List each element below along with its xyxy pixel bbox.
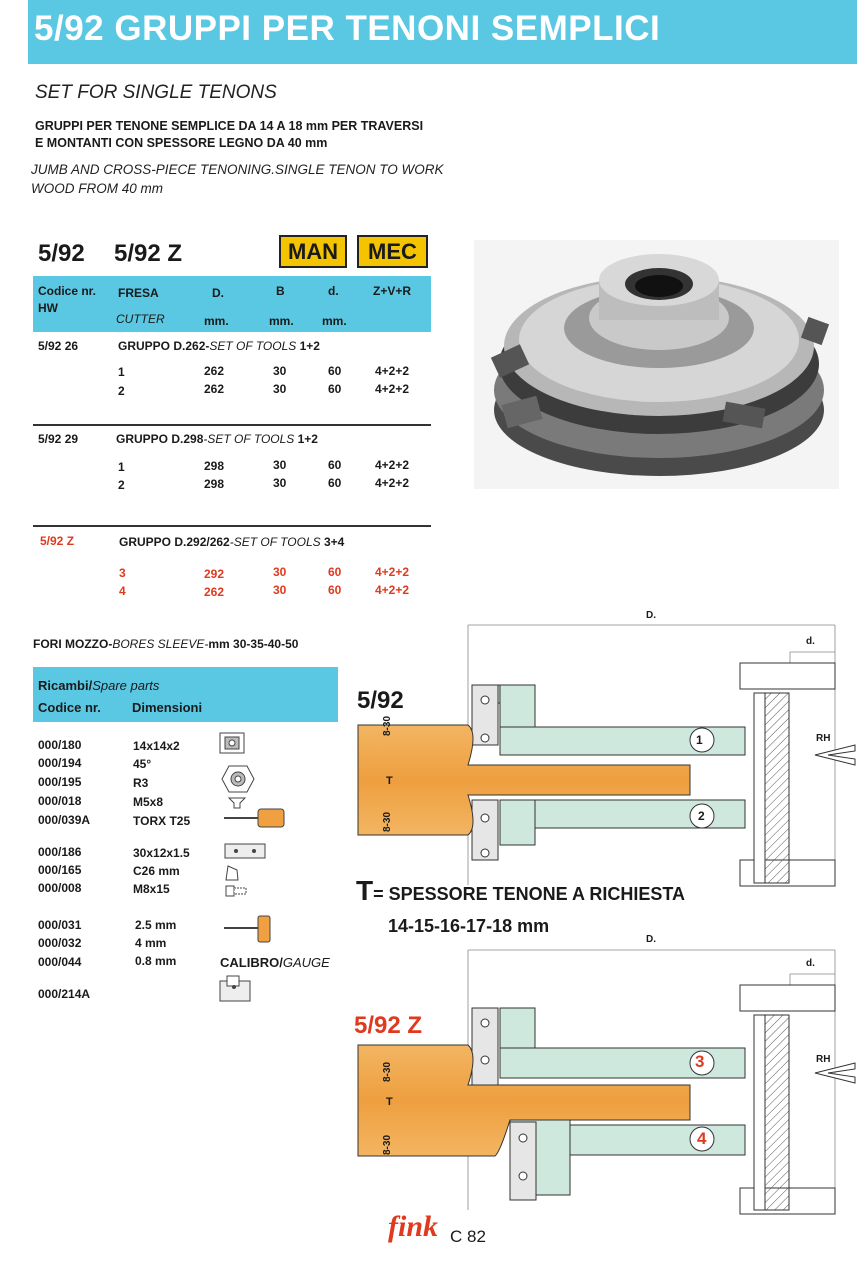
th-codice: Codice nr. xyxy=(38,284,97,298)
note-text: = SPESSORE TENONE A RICHIESTA xyxy=(373,884,685,904)
row-z: 4+2+2 xyxy=(375,565,410,579)
description-italian xyxy=(35,118,465,152)
desc-it-line-1: GRUPPI PER TENONE SEMPLICE DA 14 A 18 mm PER TRAVERSI xyxy=(35,119,424,133)
group-code: 5/92 26 xyxy=(38,339,79,353)
row-d: 60 xyxy=(328,476,342,490)
row-B: 30 xyxy=(273,458,287,472)
dim-d-1: d. xyxy=(806,636,815,647)
tool-number: 2 xyxy=(698,809,705,823)
row-D: 262 xyxy=(204,364,225,378)
th-b: B xyxy=(276,284,285,298)
row-z: 4+2+2 xyxy=(375,583,410,597)
row-n: 1 xyxy=(118,460,125,474)
rh-label-2: RH xyxy=(816,1054,831,1065)
spare-dim: 45° xyxy=(133,757,152,771)
badge-man: MAN xyxy=(279,235,347,268)
tool-number: 1 xyxy=(696,733,703,747)
tenon-diagram-592z xyxy=(350,930,865,1215)
gauge-label xyxy=(220,955,330,970)
dim-830: 8-30 xyxy=(382,1061,393,1082)
spare-code: 000/031 xyxy=(38,918,82,932)
th-zvr: Z+V+R xyxy=(373,284,412,298)
th-fresa: FRESA xyxy=(118,286,159,300)
tenon-t-label: T xyxy=(386,1096,393,1108)
diagram-label-592z: 5/92 Z xyxy=(354,1012,423,1039)
spare-col-code: Codice nr. xyxy=(38,700,101,715)
knife-blade-icon xyxy=(224,842,266,860)
row-d: 60 xyxy=(328,565,342,579)
spare-dim: R3 xyxy=(133,776,149,790)
spare-code: 000/032 xyxy=(38,936,82,950)
group-name-bold: GRUPPO D.262- xyxy=(118,339,210,353)
group-code: 5/92 29 xyxy=(38,432,79,446)
th-mm-2: mm. xyxy=(269,314,294,328)
spare-code: 000/008 xyxy=(38,881,82,895)
group-name xyxy=(119,535,344,549)
row-B: 30 xyxy=(273,583,287,597)
group-name-italic: -SET OF TOOLS xyxy=(203,432,298,446)
page-title: 5/92 GRUPPI PER TENONI SEMPLICI xyxy=(34,9,661,48)
cutter-set-illustration xyxy=(474,240,839,489)
bores-italic: BORES SLEEVE- xyxy=(112,637,209,651)
gauge-icon xyxy=(217,975,253,1003)
spare-code: 000/195 xyxy=(38,775,82,789)
group-code: 5/92 Z xyxy=(40,534,75,548)
spare-code: 000/194 xyxy=(38,756,82,770)
product-photo xyxy=(474,240,839,489)
page-number: C 82 xyxy=(450,1227,486,1246)
row-B: 30 xyxy=(273,565,287,579)
spare-dim: TORX T25 xyxy=(133,814,191,828)
row-D: 262 xyxy=(204,585,225,599)
gauge-bold: CALIBRO/ xyxy=(220,955,283,970)
row-D: 298 xyxy=(204,459,225,473)
th-d-diameter: D. xyxy=(212,286,224,300)
dim-D-2: D. xyxy=(646,934,656,945)
group-name xyxy=(118,339,320,353)
spare-dim: 30x12x1.5 xyxy=(133,846,190,860)
row-n: 2 xyxy=(118,384,125,398)
spare-title-bold: Ricambi/ xyxy=(38,678,93,693)
divider xyxy=(33,424,431,426)
row-B: 30 xyxy=(273,476,287,490)
spare-dim: C26 mm xyxy=(133,864,180,878)
spare-code: 000/039A xyxy=(38,813,91,827)
subtitle: SET FOR SINGLE TENONS xyxy=(35,82,277,103)
desc-en-line-1: JUMB AND CROSS-PIECE TENONING.SINGLE TENON TO WORK xyxy=(31,162,444,177)
tool-number: 3 xyxy=(695,1052,705,1071)
row-d: 60 xyxy=(328,364,342,378)
row-n: 3 xyxy=(119,566,126,580)
row-n: 4 xyxy=(119,584,126,598)
row-n: 1 xyxy=(118,365,125,379)
spare-dim: 4 mm xyxy=(135,936,167,950)
spare-code: 000/186 xyxy=(38,845,82,859)
note-t: T xyxy=(356,875,374,906)
spare-code: 000/165 xyxy=(38,863,82,877)
spare-code: 000/180 xyxy=(38,738,82,752)
bores-bold: FORI MOZZO- xyxy=(33,637,113,651)
insert-chamfer-icon xyxy=(217,763,259,795)
th-mm-3: mm. xyxy=(322,314,347,328)
spare-code: 000/044 xyxy=(38,955,82,969)
group-name-italic: -SET OF TOOLS xyxy=(229,535,324,549)
insert-square-icon xyxy=(217,732,247,754)
desc-it-line-2: E MONTANTI CON SPESSORE LEGNO DA 40 mm xyxy=(35,136,328,150)
clamp-wedge-icon xyxy=(224,864,240,882)
group-name-bold: GRUPPO D.292/262 xyxy=(119,535,230,549)
tenon-diagram-592 xyxy=(350,605,865,890)
group-name-italic: SET OF TOOLS xyxy=(209,339,300,353)
row-z: 4+2+2 xyxy=(375,364,410,378)
row-D: 262 xyxy=(204,382,225,396)
row-z: 4+2+2 xyxy=(375,382,410,396)
th-hw: HW xyxy=(38,301,58,315)
th-d-bore: d. xyxy=(328,284,339,298)
code-592z: 5/92 Z xyxy=(114,240,183,267)
spare-code: 000/214A xyxy=(38,987,91,1001)
row-d: 60 xyxy=(328,458,342,472)
bores-sleeve xyxy=(33,637,298,651)
dim-830: 8-30 xyxy=(382,811,393,832)
spare-dim: M5x8 xyxy=(133,795,164,809)
spare-dim: 0.8 mm xyxy=(135,954,177,968)
group-tools: 3+4 xyxy=(323,535,345,549)
row-B: 30 xyxy=(273,382,287,396)
row-D: 292 xyxy=(204,567,225,581)
spare-col-dim: Dimensioni xyxy=(132,700,203,715)
desc-en-line-2: WOOD FROM 40 mm xyxy=(31,181,163,196)
torx-key-icon xyxy=(222,807,288,829)
brand-logo: fink xyxy=(388,1210,439,1243)
spare-dim: M8x15 xyxy=(133,882,170,896)
th-cutter: CUTTER xyxy=(116,312,165,326)
spare-code: 000/018 xyxy=(38,794,82,808)
diagram-label-592: 5/92 xyxy=(357,687,404,714)
allen-key-icon xyxy=(222,914,274,944)
spare-title-italic: Spare parts xyxy=(92,678,160,693)
dim-830: 8-30 xyxy=(382,1134,393,1155)
code-592: 5/92 xyxy=(38,240,85,267)
badge-mec: MEC xyxy=(357,235,428,268)
spare-dim: 14x14x2 xyxy=(133,739,180,753)
tenon-thickness-note xyxy=(356,875,685,907)
group-name-bold: GRUPPO D.298 xyxy=(116,432,204,446)
group-tools: 1+2 xyxy=(297,432,318,446)
bores-sizes: mm 30-35-40-50 xyxy=(208,637,299,651)
row-B: 30 xyxy=(273,364,287,378)
spare-parts-title xyxy=(38,678,159,693)
dim-D-1: D. xyxy=(646,610,656,621)
tool-number: 4 xyxy=(697,1129,707,1148)
row-z: 4+2+2 xyxy=(375,458,410,472)
row-n: 2 xyxy=(118,478,125,492)
dim-830: 8-30 xyxy=(382,715,393,736)
description-english xyxy=(31,160,461,198)
bolt-icon xyxy=(224,882,248,900)
row-d: 60 xyxy=(328,382,342,396)
th-mm-1: mm. xyxy=(204,314,229,328)
tenon-t-label: T xyxy=(386,775,393,787)
group-name xyxy=(116,432,318,446)
row-z: 4+2+2 xyxy=(375,476,410,490)
dim-d-2: d. xyxy=(806,958,815,969)
row-D: 298 xyxy=(204,477,225,491)
divider xyxy=(33,525,431,527)
group-tools: 1+2 xyxy=(299,339,320,353)
tenon-sizes: 14-15-16-17-18 mm xyxy=(388,916,550,936)
row-d: 60 xyxy=(328,583,342,597)
gauge-italic: GAUGE xyxy=(282,955,330,970)
spare-dim: 2.5 mm xyxy=(135,918,177,932)
rh-label-1: RH xyxy=(816,733,831,744)
